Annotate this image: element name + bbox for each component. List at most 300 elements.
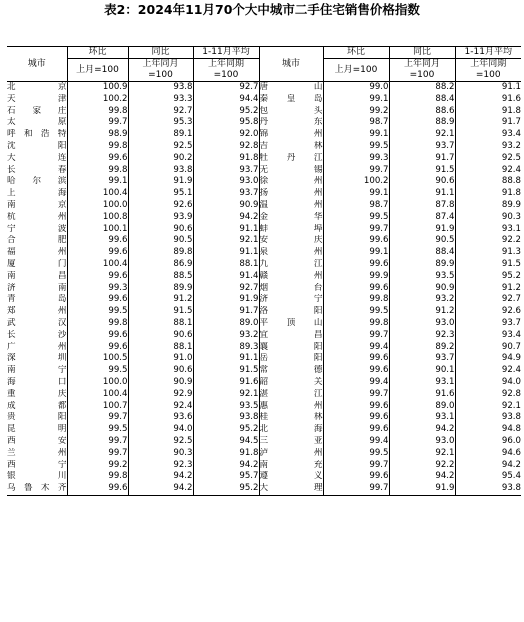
city-name: 吉林 (259, 140, 323, 151)
mom-value: 99.9 (323, 271, 389, 283)
city-name: 西宁 (7, 459, 67, 470)
ytd-value: 89.3 (193, 342, 259, 354)
ytd-value: 93.7 (455, 318, 521, 330)
yoy-value: 91.6 (389, 389, 455, 401)
mom-value: 99.8 (67, 141, 128, 153)
yoy-value: 90.9 (128, 377, 193, 389)
city-name: 桂林 (259, 412, 323, 423)
ytd-value: 91.5 (193, 365, 259, 377)
city-name: 扬州 (259, 188, 323, 199)
yoy-value: 88.4 (389, 94, 455, 106)
yoy-value: 93.3 (128, 94, 193, 106)
mom-value: 99.6 (67, 271, 128, 283)
ytd-value: 92.0 (193, 129, 259, 141)
mom-value: 99.6 (323, 283, 389, 295)
mom-value: 100.1 (67, 224, 128, 236)
yoy-value: 92.5 (128, 436, 193, 448)
yoy-value: 91.0 (128, 353, 193, 365)
ytd-value: 95.8 (193, 117, 259, 129)
mom-value: 99.5 (67, 306, 128, 318)
city-name: 南宁 (7, 365, 67, 376)
city-name: 三亚 (259, 435, 323, 446)
ytd-value: 91.7 (193, 306, 259, 318)
city-name: 秦皇岛 (259, 93, 323, 104)
ytd-value: 94.6 (455, 448, 521, 460)
city-name: 无锡 (259, 164, 323, 175)
city-name: 赣州 (259, 270, 323, 281)
city-name: 海口 (7, 376, 67, 387)
city-name: 北京 (7, 82, 67, 92)
mom-value: 99.1 (323, 94, 389, 106)
yoy-value: 91.1 (389, 188, 455, 200)
ytd-value: 92.5 (455, 153, 521, 165)
ytd-value: 91.6 (193, 377, 259, 389)
city-name: 西安 (7, 435, 67, 446)
ytd-value: 92.1 (455, 401, 521, 413)
table-row (7, 106, 521, 118)
ytd-value: 95.2 (193, 106, 259, 118)
mom-value: 100.5 (67, 353, 128, 365)
mom-value: 100.8 (67, 212, 128, 224)
city-name: 泉州 (259, 247, 323, 258)
city-name: 金华 (259, 211, 323, 222)
ytd-value: 93.4 (455, 129, 521, 141)
table-row (7, 271, 521, 283)
yoy-value: 88.6 (389, 106, 455, 118)
ytd-value: 92.7 (193, 82, 259, 94)
yoy-value: 91.9 (389, 224, 455, 236)
ytd-header-left: 1-11月平均 (193, 47, 259, 59)
table-row (7, 412, 521, 424)
city-name: 岳阳 (259, 353, 323, 364)
ytd-value: 95.4 (455, 471, 521, 483)
mom-value: 99.5 (67, 424, 128, 436)
yoy-value: 92.4 (128, 401, 193, 413)
mom-value: 100.0 (67, 200, 128, 212)
mom-value: 99.6 (67, 342, 128, 354)
ytd-value: 96.0 (455, 436, 521, 448)
mom-value: 99.8 (323, 318, 389, 330)
mom-value: 99.5 (323, 448, 389, 460)
ytd-value: 93.1 (455, 224, 521, 236)
yoy-value: 90.6 (128, 365, 193, 377)
mom-value: 99.7 (323, 330, 389, 342)
table-row (7, 283, 521, 295)
city-name: 遵义 (259, 471, 323, 482)
yoy-value: 93.1 (389, 412, 455, 424)
ytd-value: 91.1 (193, 247, 259, 259)
ytd-value: 91.8 (193, 153, 259, 165)
mom-value: 100.2 (323, 176, 389, 188)
ytd-value: 92.8 (455, 389, 521, 401)
ytd-value: 88.1 (193, 259, 259, 271)
yoy-value: 94.2 (389, 424, 455, 436)
city-name: 温州 (259, 199, 323, 210)
ytd-value: 93.2 (455, 141, 521, 153)
ytd-value: 94.4 (193, 94, 259, 106)
ytd-value: 91.8 (193, 448, 259, 460)
yoy-value: 93.2 (389, 294, 455, 306)
city-name: 南充 (259, 459, 323, 470)
yoy-value: 91.2 (128, 294, 193, 306)
mom-header-left: 环比 (67, 47, 128, 59)
city-name: 济南 (7, 282, 67, 293)
yoy-value: 89.0 (389, 401, 455, 413)
ytd-value: 93.8 (455, 483, 521, 495)
header-row-top (7, 47, 521, 59)
city-name: 呼和浩特 (7, 129, 67, 140)
yoy-value: 93.7 (389, 141, 455, 153)
table-row (7, 176, 521, 188)
city-name: 大理 (259, 483, 323, 495)
table-row (7, 117, 521, 129)
mom-value: 99.3 (67, 283, 128, 295)
table-row (7, 165, 521, 177)
yoy-value: 92.9 (128, 389, 193, 401)
mom-value: 99.7 (323, 483, 389, 495)
table-row (7, 212, 521, 224)
mom-value: 99.5 (323, 212, 389, 224)
city-name: 青岛 (7, 294, 67, 305)
yoy-value: 93.0 (389, 436, 455, 448)
table-row (7, 153, 521, 165)
ytd-value: 94.2 (193, 212, 259, 224)
table-row (7, 448, 521, 460)
mom-value: 99.2 (323, 106, 389, 118)
mom-value: 99.6 (67, 483, 128, 495)
mom-value: 99.7 (323, 165, 389, 177)
ytd-value: 88.8 (455, 176, 521, 188)
ytd-value: 94.0 (455, 377, 521, 389)
city-name: 湛江 (259, 388, 323, 399)
yoy-value: 87.8 (389, 200, 455, 212)
yoy-value: 89.9 (389, 259, 455, 271)
mom-value: 99.1 (323, 129, 389, 141)
city-name: 广州 (7, 341, 67, 352)
city-name: 哈尔滨 (7, 176, 67, 187)
mom-value: 99.7 (323, 224, 389, 236)
city-name: 乌鲁木齐 (7, 483, 67, 494)
city-name: 天津 (7, 93, 67, 104)
table-row (7, 224, 521, 236)
ytd-value: 91.6 (455, 94, 521, 106)
ytd-value: 93.8 (193, 412, 259, 424)
ytd-value: 91.9 (193, 294, 259, 306)
table-row (7, 259, 521, 271)
city-name: 九江 (259, 258, 323, 269)
table-title: 表2：2024年11月70个大中城市二手住宅销售价格指数 (104, 2, 420, 17)
city-name: 襄阳 (259, 341, 323, 352)
ytd-value: 90.7 (455, 342, 521, 354)
city-header-left: 城市 (27, 58, 46, 69)
mom-value: 99.3 (323, 153, 389, 165)
ytd-value: 91.7 (455, 117, 521, 129)
ytd-value: 92.7 (193, 283, 259, 295)
ytd-value: 95.2 (193, 424, 259, 436)
ytd-value: 94.2 (455, 460, 521, 472)
yoy-header-right: 同比 (389, 47, 455, 59)
yoy-value: 90.5 (389, 235, 455, 247)
ytd-value: 92.7 (455, 294, 521, 306)
mom-value: 99.8 (67, 318, 128, 330)
yoy-value: 88.1 (128, 318, 193, 330)
table-row (7, 353, 521, 365)
yoy-value: 93.8 (128, 82, 193, 94)
ytd-value: 92.4 (455, 165, 521, 177)
yoy-value: 93.6 (128, 412, 193, 424)
city-name: 锦州 (259, 129, 323, 140)
ytd-value: 91.2 (455, 283, 521, 295)
yoy-value: 94.2 (128, 483, 193, 495)
city-name: 大连 (7, 152, 67, 163)
yoy-value: 93.1 (389, 377, 455, 389)
table-row (7, 129, 521, 141)
ytd-base-right: 上年同期 =100 (455, 59, 521, 82)
mom-value: 99.4 (323, 436, 389, 448)
table-row (7, 365, 521, 377)
yoy-value: 88.9 (389, 117, 455, 129)
mom-value: 99.1 (67, 176, 128, 188)
ytd-value: 94.2 (193, 460, 259, 472)
ytd-base-left: 上年同期 =100 (193, 59, 259, 82)
table-row (7, 247, 521, 259)
city-name: 洛阳 (259, 306, 323, 317)
mom-value: 99.7 (67, 117, 128, 129)
mom-value: 99.5 (323, 306, 389, 318)
table-row (7, 342, 521, 354)
ytd-value: 91.1 (193, 353, 259, 365)
city-name: 长春 (7, 164, 67, 175)
yoy-value: 88.5 (128, 271, 193, 283)
mom-value: 99.6 (67, 235, 128, 247)
mom-value: 98.7 (323, 117, 389, 129)
city-name: 石家庄 (7, 105, 67, 116)
yoy-value: 90.3 (128, 448, 193, 460)
city-name: 安庆 (259, 235, 323, 246)
yoy-value: 92.2 (389, 460, 455, 472)
mom-value: 100.0 (67, 377, 128, 389)
yoy-value: 90.2 (128, 153, 193, 165)
city-name: 重庆 (7, 388, 67, 399)
ytd-value: 91.8 (455, 188, 521, 200)
ytd-value: 94.8 (455, 424, 521, 436)
table-row (7, 401, 521, 413)
table-row (7, 318, 521, 330)
city-name: 宁波 (7, 223, 67, 234)
yoy-value: 90.6 (128, 224, 193, 236)
mom-value: 99.6 (323, 401, 389, 413)
city-name: 徐州 (259, 176, 323, 187)
yoy-value: 89.9 (128, 283, 193, 295)
yoy-value: 95.3 (128, 117, 193, 129)
price-index-table (7, 46, 521, 496)
yoy-value: 90.6 (128, 330, 193, 342)
mom-value: 99.5 (323, 141, 389, 153)
mom-value: 100.4 (67, 259, 128, 271)
yoy-value: 93.0 (389, 318, 455, 330)
city-name: 合肥 (7, 235, 67, 246)
city-name: 韶关 (259, 376, 323, 387)
city-header-right: 城市 (259, 47, 323, 82)
mom-value: 98.7 (323, 200, 389, 212)
city-name: 唐山 (259, 82, 323, 92)
table-row (7, 460, 521, 472)
city-name: 昆明 (7, 424, 67, 435)
yoy-value: 90.9 (389, 283, 455, 295)
city-name: 济宁 (259, 294, 323, 305)
city-name: 常德 (259, 365, 323, 376)
mom-value: 99.6 (67, 153, 128, 165)
ytd-value: 90.3 (455, 212, 521, 224)
yoy-value: 91.5 (128, 306, 193, 318)
mom-value: 99.0 (323, 82, 389, 94)
yoy-value: 91.9 (128, 176, 193, 188)
mom-value: 99.6 (67, 294, 128, 306)
mom-value: 99.7 (323, 460, 389, 472)
ytd-value: 93.2 (193, 330, 259, 342)
ytd-value: 93.4 (455, 330, 521, 342)
city-name: 南昌 (7, 270, 67, 281)
yoy-value: 94.2 (128, 471, 193, 483)
mom-header-right: 环比 (323, 47, 389, 59)
mom-value: 100.4 (67, 389, 128, 401)
yoy-value: 88.4 (389, 247, 455, 259)
mom-value: 99.6 (323, 412, 389, 424)
mom-value: 100.4 (67, 188, 128, 200)
yoy-value: 92.7 (128, 106, 193, 118)
city-name: 上海 (7, 188, 67, 199)
mom-value: 99.6 (323, 365, 389, 377)
ytd-value: 95.2 (455, 271, 521, 283)
yoy-value: 93.8 (128, 165, 193, 177)
table-row (7, 188, 521, 200)
mom-value: 99.8 (67, 106, 128, 118)
yoy-value: 91.9 (389, 483, 455, 495)
ytd-value: 92.1 (193, 389, 259, 401)
yoy-value: 89.1 (128, 129, 193, 141)
city-name: 长沙 (7, 329, 67, 340)
mom-value: 99.6 (323, 235, 389, 247)
mom-value: 99.6 (323, 471, 389, 483)
city-name: 蚌埠 (259, 223, 323, 234)
table-row (7, 200, 521, 212)
city-name: 武汉 (7, 317, 67, 328)
ytd-value: 94.5 (193, 436, 259, 448)
ytd-value: 89.0 (193, 318, 259, 330)
mom-value: 99.6 (67, 330, 128, 342)
yoy-value: 89.2 (389, 342, 455, 354)
city-name: 沈阳 (7, 140, 67, 151)
ytd-value: 89.9 (455, 200, 521, 212)
mom-value: 99.1 (323, 247, 389, 259)
yoy-value: 92.1 (389, 448, 455, 460)
yoy-value: 94.2 (389, 471, 455, 483)
table-row (7, 389, 521, 401)
yoy-value: 89.8 (128, 247, 193, 259)
yoy-value: 91.5 (389, 165, 455, 177)
city-name: 杭州 (7, 211, 67, 222)
mom-base-right: 上月=100 (323, 59, 389, 82)
yoy-value: 93.9 (128, 212, 193, 224)
city-name: 丹东 (259, 117, 323, 128)
mom-value: 99.5 (67, 365, 128, 377)
table-row (7, 82, 521, 94)
yoy-header-left: 同比 (128, 47, 193, 59)
ytd-value: 93.7 (193, 188, 259, 200)
mom-value: 99.4 (323, 377, 389, 389)
city-name: 兰州 (7, 447, 67, 458)
city-name: 牡丹江 (259, 152, 323, 163)
ytd-value: 90.9 (193, 200, 259, 212)
city-name: 平顶山 (259, 317, 323, 328)
mom-value: 100.7 (67, 401, 128, 413)
yoy-value: 92.3 (128, 460, 193, 472)
mom-base-left: 上月=100 (67, 59, 128, 82)
city-name: 北海 (259, 424, 323, 435)
yoy-base-right: 上年同月 =100 (389, 59, 455, 82)
mom-value: 99.7 (67, 436, 128, 448)
mom-value: 98.9 (67, 129, 128, 141)
mom-value: 99.8 (323, 294, 389, 306)
ytd-value: 91.5 (455, 259, 521, 271)
table-row (7, 424, 521, 436)
ytd-value: 91.3 (455, 247, 521, 259)
ytd-value: 94.9 (455, 353, 521, 365)
city-name: 福州 (7, 247, 67, 258)
ytd-value: 92.6 (455, 306, 521, 318)
ytd-value: 92.1 (193, 235, 259, 247)
mom-value: 100.9 (67, 82, 128, 94)
table-row (7, 471, 521, 483)
ytd-value: 95.2 (193, 483, 259, 495)
yoy-value: 92.5 (128, 141, 193, 153)
yoy-value: 90.6 (389, 176, 455, 188)
city-name: 南京 (7, 199, 67, 210)
table-row (7, 377, 521, 389)
mom-value: 99.2 (67, 460, 128, 472)
city-name: 银川 (7, 471, 67, 482)
city-name: 包头 (259, 105, 323, 116)
yoy-value: 92.3 (389, 330, 455, 342)
mom-value: 99.4 (323, 342, 389, 354)
table-row (7, 294, 521, 306)
ytd-value: 93.0 (193, 176, 259, 188)
yoy-value: 90.5 (128, 235, 193, 247)
city-name: 深圳 (7, 353, 67, 364)
yoy-value: 92.1 (389, 129, 455, 141)
table-row (7, 330, 521, 342)
yoy-value: 86.9 (128, 259, 193, 271)
mom-value: 99.7 (67, 448, 128, 460)
table-row (7, 141, 521, 153)
table-row (7, 94, 521, 106)
yoy-value: 88.1 (128, 342, 193, 354)
ytd-value: 92.8 (193, 141, 259, 153)
city-name: 郑州 (7, 306, 67, 317)
yoy-value: 91.7 (389, 153, 455, 165)
city-name: 太原 (7, 117, 67, 128)
yoy-value: 93.5 (389, 271, 455, 283)
city-name: 烟台 (259, 282, 323, 293)
city-name: 泸州 (259, 447, 323, 458)
ytd-value: 91.4 (193, 271, 259, 283)
ytd-value: 93.8 (455, 412, 521, 424)
ytd-value: 93.7 (193, 165, 259, 177)
mom-value: 99.6 (323, 353, 389, 365)
ytd-value: 95.7 (193, 471, 259, 483)
city-name: 宜昌 (259, 329, 323, 340)
yoy-value: 92.6 (128, 200, 193, 212)
